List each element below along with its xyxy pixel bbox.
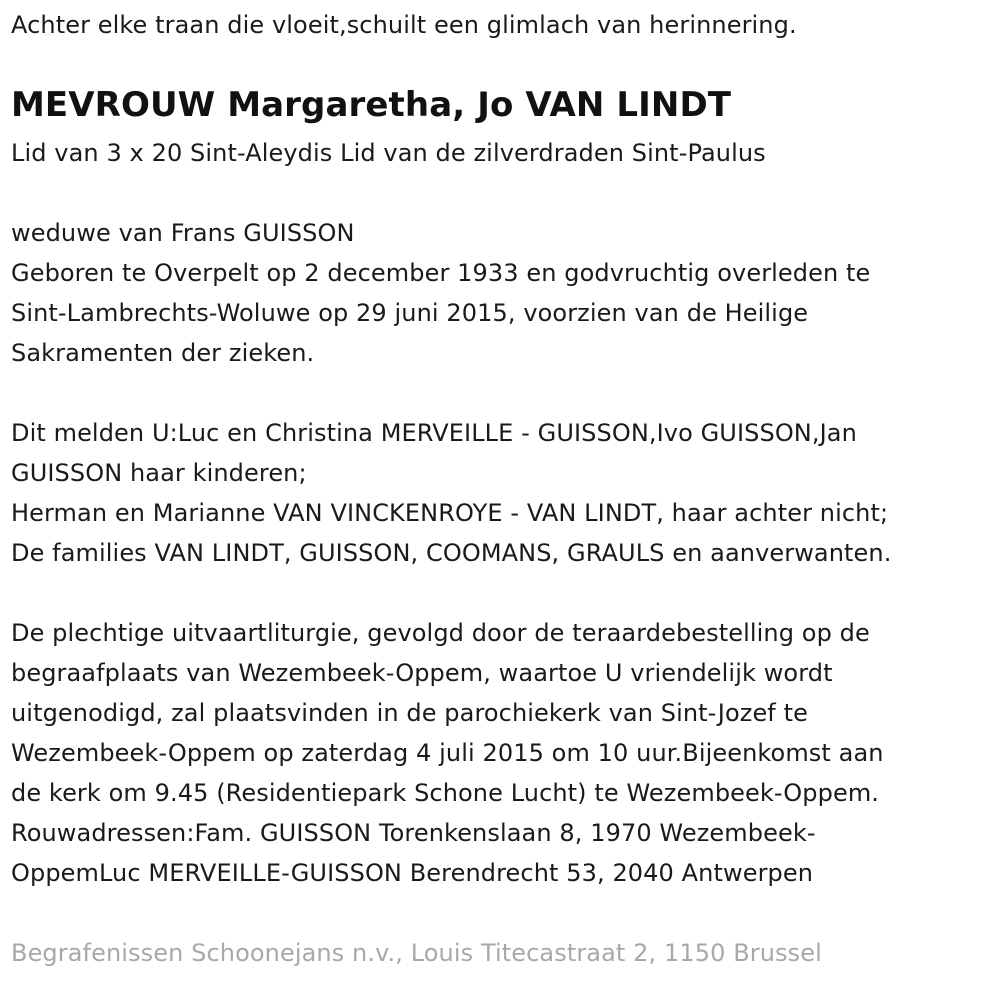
birth-death-line: Geboren te Overpelt op 2 december 1933 en godvruchtig overleden te	[11, 259, 871, 287]
memberships: Lid van 3 x 20 Sint-Aleydis Lid van de zilverdraden Sint-Paulus	[11, 139, 766, 167]
funeral-home: Begrafenissen Schoonejans n.v., Louis Titecastraat 2, 1150 Brussel	[11, 939, 822, 967]
funeral-line: begraafplaats van Wezembeek-Oppem, waartoe U vriendelijk wordt	[11, 659, 833, 687]
funeral-line: OppemLuc MERVEILLE-GUISSON Berendrecht 53, 2040 Antwerpen	[11, 859, 814, 887]
funeral-line: De plechtige uitvaartliturgie, gevolgd door de teraardebestelling op de	[11, 619, 870, 647]
announcers-line: Dit melden U:Luc en Christina MERVEILLE - GUISSON,Ivo GUISSON,Jan	[11, 419, 857, 447]
announcers-line: GUISSON haar kinderen;	[11, 459, 307, 487]
funeral-line: de kerk om 9.45 (Residentiepark Schone Lucht) te Wezembeek-Oppem.	[11, 779, 880, 807]
quote: Achter elke traan die vloeit,schuilt een glimlach van herinnering.	[11, 11, 797, 39]
announcers-line: De families VAN LINDT, GUISSON, COOMANS, GRAULS en aanverwanten.	[11, 539, 892, 567]
birth-death-line: Sakramenten der zieken.	[11, 339, 315, 367]
funeral-line: Rouwadressen:Fam. GUISSON Torenkenslaan 8, 1970 Wezembeek-	[11, 819, 816, 847]
deceased-name: MEVROUW Margaretha, Jo VAN LINDT	[11, 85, 732, 125]
announcers-line: Herman en Marianne VAN VINCKENROYE - VAN LINDT, haar achter nicht;	[11, 499, 889, 527]
widow-of: weduwe van Frans GUISSON	[11, 219, 355, 247]
funeral-line: uitgenodigd, zal plaatsvinden in de parochiekerk van Sint-Jozef te	[11, 699, 808, 727]
birth-death-line: Sint-Lambrechts-Woluwe op 29 juni 2015, voorzien van de Heilige	[11, 299, 809, 327]
funeral-line: Wezembeek-Oppem op zaterdag 4 juli 2015 om 10 uur.Bijeenkomst aan	[11, 739, 884, 767]
